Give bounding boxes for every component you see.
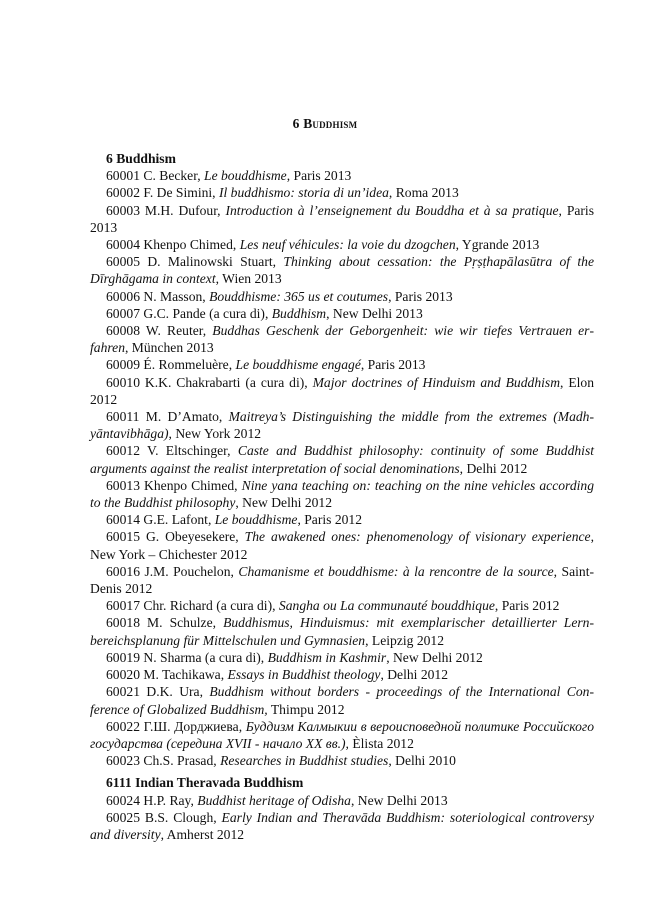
entry-publication: , Elon 2012 bbox=[90, 374, 595, 407]
entry-number: 60005 bbox=[106, 254, 140, 270]
entry-author: D. Malinowski Stuart, bbox=[147, 254, 277, 270]
entry-author: W. Reuter, bbox=[145, 323, 207, 339]
entry-number: 60008 bbox=[106, 323, 140, 339]
entry-title: Sangha ou La communauté bouddhique bbox=[278, 598, 495, 614]
entry-publication: Thimpu 2012 bbox=[267, 701, 345, 717]
entry-number: 60004 bbox=[106, 237, 140, 253]
entry-number: 60018 bbox=[106, 615, 140, 631]
entry-number: 60009 bbox=[106, 357, 140, 373]
entry-publication: , Paris 2013 bbox=[286, 168, 352, 184]
bibliography-entry bbox=[90, 528, 594, 562]
entry-author: Khenpo Chimed, bbox=[143, 237, 237, 253]
bibliography-entry bbox=[90, 442, 594, 476]
entry-number: 60011 bbox=[106, 409, 140, 425]
entry-author: B.S. Clough, bbox=[144, 809, 217, 825]
entry-number: 60020 bbox=[106, 667, 140, 683]
entry-title: Buddhism bbox=[271, 305, 327, 321]
bibliography-entry bbox=[90, 666, 594, 683]
bibliography-entry bbox=[90, 563, 594, 597]
entry-publication: , Paris 2012 bbox=[494, 598, 560, 614]
bibliography-entry bbox=[90, 253, 594, 287]
entry-author: C. Becker, bbox=[143, 168, 201, 184]
entry-author: G. Obeyesekere, bbox=[145, 529, 239, 545]
entry-publication: , Delhi 2010 bbox=[388, 753, 456, 769]
entry-author: M.H. Dufour, bbox=[144, 202, 221, 218]
entry-number: 60016 bbox=[106, 563, 140, 579]
bibliography-entry bbox=[90, 184, 594, 201]
entry-number: 60012 bbox=[106, 443, 140, 459]
entry-number: 60024 bbox=[106, 792, 140, 808]
entry-publication: , New Delhi 2013 bbox=[326, 305, 423, 321]
bibliography-entry bbox=[90, 356, 594, 373]
entry-publication: , Delhi 2012 bbox=[459, 460, 528, 476]
entry-author: H.P. Ray, bbox=[143, 792, 194, 808]
entry-publication: , New York 2012 bbox=[168, 426, 262, 442]
entry-publication: , Paris 2013 bbox=[90, 202, 595, 235]
entry-title: The awakened ones: phenomenology of visionary experience bbox=[244, 529, 591, 545]
entry-title: Bouddhisme: 365 us et coutumes bbox=[209, 288, 389, 304]
bibliography-entry bbox=[90, 322, 594, 356]
entry-publication: , München 2013 bbox=[125, 340, 214, 356]
entry-number: 60015 bbox=[106, 529, 140, 545]
entry-author: N. Masson, bbox=[143, 288, 206, 304]
entry-author: M. D’Amato, bbox=[145, 409, 223, 425]
entry-author: Chr. Richard (a cura di), bbox=[143, 598, 276, 614]
entry-author: G.C. Pande (a cura di), bbox=[143, 305, 269, 321]
entry-number: 60014 bbox=[106, 512, 140, 528]
bibliography-entry bbox=[90, 597, 594, 614]
entry-publication: , Ygrande 2013 bbox=[455, 237, 540, 253]
entry-publication: , Leipzig 2012 bbox=[365, 632, 445, 648]
entry-number: 60023 bbox=[106, 753, 140, 769]
entry-title: Buddhism without borders - proceedings of the International Conference of Globalized Buddhism, bbox=[90, 684, 594, 717]
entry-author: G.E. Lafont, bbox=[143, 512, 212, 528]
bibliography-body bbox=[90, 150, 594, 843]
entry-publication: , Paris 2013 bbox=[388, 288, 453, 304]
entry-author: K.K. Chakrabarti (a cura di), bbox=[144, 374, 308, 390]
bibliography-entry bbox=[90, 408, 594, 442]
entry-number: 60025 bbox=[106, 809, 140, 825]
entry-number: 60007 bbox=[106, 305, 140, 321]
entry-publication: , Delhi 2012 bbox=[380, 667, 449, 683]
bibliography-entry bbox=[90, 614, 594, 648]
entry-author: N. Sharma (a cura di), bbox=[143, 649, 265, 665]
entry-number: 60002 bbox=[106, 185, 140, 201]
entry-title: Buddhismus, Hinduismus: mit exemplarischer detaillierter Lernbereichsplanung für Mittelschulen und Gymnasien bbox=[90, 615, 594, 648]
entry-publication: , Paris 2013 bbox=[360, 357, 426, 373]
entry-title: Buddhas Geschenk der Geborgenheit: wie wir tiefes Vertrauen erfahren bbox=[90, 323, 595, 356]
entry-author: M. Tachikawa, bbox=[143, 667, 225, 683]
entry-author: Khenpo Chimed, bbox=[144, 477, 238, 493]
entry-title: Early Indian and Theravāda Buddhism: soteriological controversy and diversity bbox=[90, 809, 594, 842]
bibliography-entry bbox=[90, 202, 594, 236]
entry-title: Essays in Buddhist theology bbox=[227, 667, 381, 683]
entry-title: Major doctrines of Hinduism and Buddhism bbox=[312, 374, 561, 390]
entry-number: 60010 bbox=[106, 374, 140, 390]
entry-number: 60017 bbox=[106, 598, 140, 614]
entry-title: Maitreya’s Distinguishing the middle from the extremes (Madhyāntavibhāga) bbox=[90, 409, 594, 442]
entry-number: 60022 bbox=[106, 718, 140, 734]
entry-title: Buddhism in Kashmir bbox=[267, 649, 387, 665]
entry-publication: , New Delhi 2012 bbox=[386, 649, 483, 665]
entry-author: J.M. Pouchelon, bbox=[144, 563, 234, 579]
bibliography-entry bbox=[90, 809, 594, 843]
bibliography-entry bbox=[90, 683, 594, 717]
section-heading: 6 Buddhism bbox=[106, 151, 176, 166]
entry-author: M. Schulze, bbox=[147, 615, 217, 631]
entry-publication: , Saint-Denis 2012 bbox=[90, 563, 594, 597]
entry-title: Buddhist heritage of Odisha bbox=[197, 792, 351, 808]
bibliography-entry bbox=[90, 305, 594, 322]
entry-author: F. De Simini, bbox=[143, 185, 216, 201]
entry-publication: , Paris 2012 bbox=[297, 512, 363, 528]
bibliography-entry bbox=[90, 718, 594, 752]
entry-publication: , New York – Chichester 2012 bbox=[90, 529, 594, 562]
entry-title: Thinking about cessation: the Pṛṣṭhapālasūtra of the Dīrghāgama in context bbox=[90, 254, 594, 287]
entry-author: É. Rommeluère, bbox=[143, 357, 233, 373]
entry-title: Nine yana teaching on: teaching on the nine vehicles according to the Buddhist philosophy bbox=[90, 477, 594, 511]
entry-title: Les neuf véhicules: la voie du dzogchen bbox=[239, 237, 456, 253]
entry-number: 60003 bbox=[106, 202, 140, 218]
bibliography-entry bbox=[90, 288, 594, 305]
entry-publication: , Roma 2013 bbox=[388, 185, 459, 201]
page-header: 6 Buddhism bbox=[292, 116, 358, 131]
entry-publication: , Amherst 2012 bbox=[160, 826, 245, 842]
entry-number: 60013 bbox=[106, 477, 140, 493]
entry-title: Le bouddhisme engagé bbox=[235, 357, 361, 373]
bibliography-entry bbox=[90, 236, 594, 253]
entry-title: Chamanisme et bouddhisme: à la rencontre de la source bbox=[238, 563, 554, 579]
bibliography-entry bbox=[90, 649, 594, 666]
entry-publication: Èlista 2012 bbox=[348, 735, 414, 751]
entry-author: D.K. Ura, bbox=[146, 684, 203, 700]
bibliography-entry bbox=[90, 477, 594, 511]
bibliography-entry bbox=[90, 374, 594, 408]
entry-publication: , New Delhi 2012 bbox=[235, 495, 333, 511]
entry-title: Introduction à l’enseignement du Bouddha et à sa pratique bbox=[225, 202, 559, 218]
entry-title: Le bouddhisme bbox=[214, 512, 298, 528]
bibliography-entry bbox=[90, 792, 594, 809]
entry-title: Researches in Buddhist studies bbox=[220, 753, 389, 769]
section-heading: 6111 Indian Theravada Buddhism bbox=[106, 775, 304, 791]
entry-title: Le bouddhisme bbox=[204, 168, 287, 184]
entry-number: 60019 bbox=[106, 649, 140, 665]
entry-title: Caste and Buddhist philosophy: continuity of some Buddhist arguments against the realist interpretation of social denominations bbox=[90, 443, 595, 476]
entry-title: Буддизм Калмыкии в вероисповедной политике Российского государства (середина XVII - начало XX вв.), bbox=[90, 718, 594, 751]
entry-publication: , New Delhi 2013 bbox=[350, 792, 448, 808]
bibliography-entry bbox=[90, 752, 594, 769]
entry-author: Ch.S. Prasad, bbox=[143, 753, 217, 769]
bibliography-entry bbox=[90, 511, 594, 528]
entry-number: 60001 bbox=[106, 168, 140, 184]
entry-number: 60006 bbox=[106, 288, 140, 304]
entry-number: 60021 bbox=[106, 684, 140, 700]
bibliography-entry bbox=[90, 167, 594, 184]
entry-publication: , Wien 2013 bbox=[215, 271, 282, 287]
entry-author: Г.Ш. Дорджиева, bbox=[143, 718, 243, 734]
entry-title: Il buddhismo: storia di un’idea bbox=[218, 185, 389, 201]
entry-author: V. Eltschinger, bbox=[147, 443, 231, 459]
